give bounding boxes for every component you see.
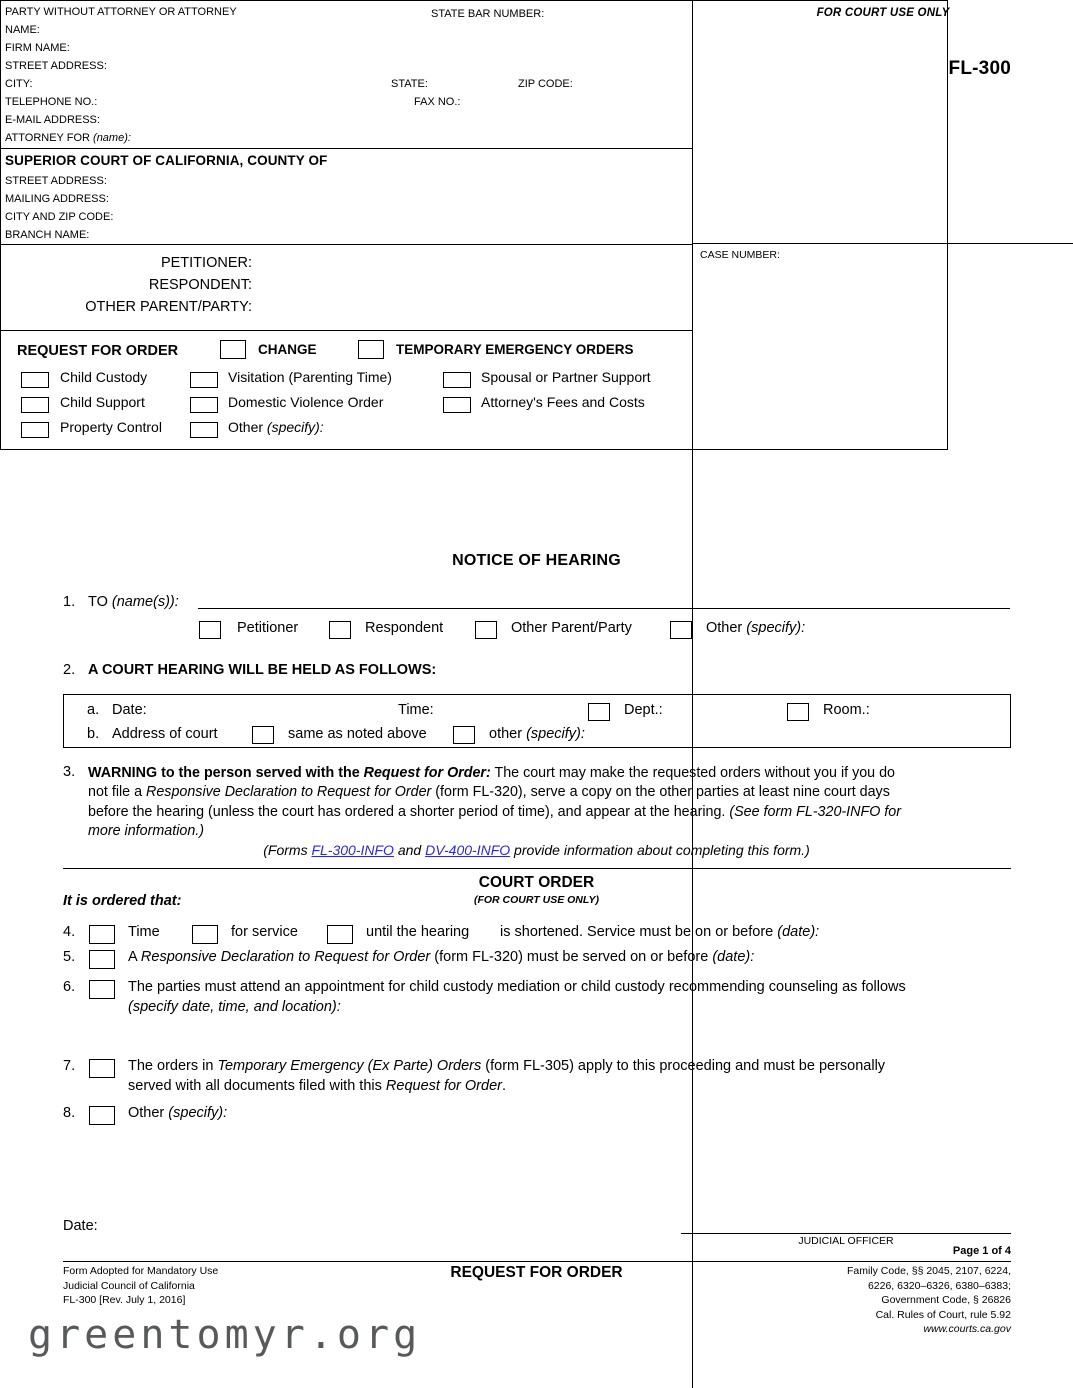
forms-middle: and [393,842,426,858]
page-number: Page 1 of 4 [952,1245,1011,1257]
checkbox-other-request[interactable] [190,422,218,438]
checkbox-child-custody[interactable] [21,372,49,388]
change-label: CHANGE [258,342,317,357]
item7-italic: Temporary Emergency (Ex Parte) Orders [217,1058,482,1074]
attorney-for-row [5,132,131,144]
signature-date-label: Date: [63,1218,98,1234]
item2a-letter: a. [87,702,100,718]
court-city-zip-label: CITY AND ZIP CODE: [5,211,114,223]
item5-prefix: A [128,949,141,965]
item8-row [128,1105,227,1121]
item4-number: 4. [63,924,76,940]
for-court-use-only-label: FOR COURT USE ONLY [816,7,950,19]
checkbox-to-other[interactable] [670,621,692,639]
checkbox-visitation[interactable] [190,372,218,388]
to-respondent-label: Respondent [365,620,444,636]
checkbox-change[interactable] [220,340,246,359]
court-branch-name-label: BRANCH NAME: [5,229,90,241]
item6-line1: The parties must attend an appointment for child custody mediation or child custody recommending counseling as follows [128,979,906,995]
item3-warning-paragraph [88,764,1013,841]
checkbox-to-petitioner[interactable] [199,621,221,639]
warning-line2-b: (form FL-320), serve a copy on the other parties at least nine court days [431,784,890,801]
court-mailing-address-label: MAILING ADDRESS: [5,193,109,205]
footer-left-line1: Form Adopted for Mandatory Use [63,1265,219,1277]
item7-suffix: (form FL-305) apply to this proceeding and must be personally [481,1058,886,1074]
option-spousal-support-label: Spousal or Partner Support [481,369,651,385]
hearing-dept-label: Dept.: [624,702,663,718]
warning-bold-italic: Request for Order: [363,765,491,781]
attorney-header: PARTY WITHOUT ATTORNEY OR ATTORNEY [5,6,237,18]
item2-label: A COURT HEARING WILL BE HELD AS FOLLOWS: [88,662,437,678]
footer-right-line4: Cal. Rules of Court, rule 5.92 [875,1308,1011,1321]
checkbox-responsive-declaration[interactable] [89,950,115,969]
address-other-label: other [489,726,523,742]
hearing-details-box [63,694,1011,748]
checkbox-domestic-violence-order[interactable] [190,397,218,413]
other-parent-party-label: OTHER PARENT/PARTY: [85,299,252,315]
footer-center-title: REQUEST FOR ORDER [450,1264,623,1281]
item1-to-hint: (name(s)): [111,594,179,610]
to-other-parent-label: Other Parent/Party [511,620,632,636]
hearing-room-label: Room.: [823,702,870,718]
watermark-text: greentomyr.org [28,1312,422,1358]
checkbox-same-as-noted-above[interactable] [252,726,274,744]
form-number: FL-300 [948,58,1011,79]
warning-line1-rest: The court may make the requested orders without you if you do [490,765,896,781]
court-order-divider [63,868,1011,869]
forms-info-line [0,842,1073,858]
to-other-hint: (specify): [746,620,806,636]
item1-to-label: TO [88,594,108,610]
checkbox-property-control[interactable] [21,422,49,438]
link-fl-300-info[interactable]: FL-300-INFO [311,842,394,858]
footer-right-block [847,1264,1011,1337]
checkbox-address-other[interactable] [453,726,475,744]
checkbox-custody-mediation[interactable] [89,980,115,999]
state-bar-number-label: STATE BAR NUMBER: [431,8,545,20]
caption-table [0,0,948,450]
telephone-label: TELEPHONE NO.: [5,96,98,108]
warning-bold-prefix: WARNING to the person served with the [88,765,364,781]
checkbox-to-other-parent[interactable] [475,621,497,639]
attorney-street-address-label: STREET ADDRESS: [5,60,107,72]
option-visitation-label: Visitation (Parenting Time) [228,369,392,385]
item2-number: 2. [63,662,76,678]
item8-label: Other [128,1105,165,1121]
checkbox-until-the-hearing[interactable] [327,925,353,944]
item7-line1 [128,1058,885,1074]
to-other-row [706,620,805,636]
court-street-address-label: STREET ADDRESS: [5,175,107,187]
item8-number: 8. [63,1105,76,1121]
attorney-name-label: NAME: [5,24,40,36]
footer-website: www.courts.ca.gov [923,1323,1011,1335]
option-property-control-label: Property Control [60,419,162,435]
item5-italic: Responsive Declaration to Request for Order [140,949,431,965]
to-other-label: Other [706,620,743,636]
item5-date-hint: (date): [712,949,755,965]
checkbox-spousal-support[interactable] [443,372,471,388]
forms-suffix: provide information about completing this form.) [510,842,810,858]
address-of-court-label: Address of court [112,726,218,742]
item5-suffix: (form FL-320) must be served on or before [430,949,713,965]
same-as-noted-above-label: same as noted above [288,726,427,742]
to-petitioner-label: Petitioner [237,620,299,636]
footer-left-line2: Judicial Council of California [63,1279,195,1292]
checkbox-temporary-emergency-orders[interactable] [358,340,384,359]
checkbox-dept[interactable] [588,703,610,721]
checkbox-child-support[interactable] [21,397,49,413]
court-title: SUPERIOR COURT OF CALIFORNIA, COUNTY OF [5,153,328,168]
item7-prefix: The orders in [128,1058,218,1074]
attorney-state-label: STATE: [391,78,428,90]
item2b-letter: b. [87,726,100,742]
item6-line2-hint: (specify date, time, and location): [128,999,341,1015]
email-label: E-MAIL ADDRESS: [5,114,100,126]
link-dv-400-info[interactable]: DV-400-INFO [425,842,511,858]
checkbox-to-respondent[interactable] [329,621,351,639]
warning-line3-italic: (See form FL-320-INFO for [729,803,901,820]
temporary-emergency-orders-label: TEMPORARY EMERGENCY ORDERS [396,342,634,357]
footer-left-line3: FL-300 [Rev. July 1, 2016] [63,1294,186,1306]
checkbox-other-order[interactable] [89,1106,115,1125]
attorney-for-hint: (name): [93,132,131,144]
court-order-title: COURT ORDER [478,874,595,891]
notice-of-hearing-title: NOTICE OF HEARING [452,552,621,569]
item3-number: 3. [63,764,76,780]
judicial-officer-signature-line[interactable] [681,1233,1011,1234]
item1-to-row [88,594,179,610]
warning-line4-italic: more information.) [88,822,205,839]
item4-rest: is shortened. Service must be on or before [500,924,778,940]
item1-name-fill-line[interactable] [198,608,1010,609]
case-number-label: CASE NUMBER: [700,249,780,261]
item5-number: 5. [63,949,76,965]
item7-line2-a: served with all documents filed with this [128,1078,386,1094]
footer-right-line2: 6226, 6320–6326, 6380–6383; [867,1279,1011,1292]
option-other-row [228,419,324,435]
footer-divider [63,1261,1011,1262]
option-attorney-fees-label: Attorney's Fees and Costs [481,394,645,410]
firm-name-label: FIRM NAME: [5,42,70,54]
attorney-block [0,0,692,148]
judicial-officer-label: JUDICIAL OFFICER [798,1235,894,1247]
checkbox-temporary-emergency-apply[interactable] [89,1059,115,1078]
checkbox-time[interactable] [89,925,115,944]
item4-date-hint: (date): [777,924,820,940]
checkbox-room[interactable] [787,703,809,721]
option-other-hint: (specify): [266,419,324,435]
attorney-zip-label: ZIP CODE: [518,78,573,90]
court-order-subtitle: (FOR COURT USE ONLY) [473,894,600,906]
respondent-label: RESPONDENT: [148,277,252,293]
item4-until-hearing-label: until the hearing [366,924,470,940]
court-block [0,148,692,244]
fax-label: FAX NO.: [414,96,461,108]
checkbox-attorney-fees[interactable] [443,397,471,413]
footer-right-line3: Government Code, § 26826 [881,1294,1011,1306]
warning-line3-a: before the hearing (unless the court has ordered a shorter period of time), and appear at the hearing. [88,803,730,820]
item7-line2 [128,1078,506,1094]
checkbox-for-service[interactable] [192,925,218,944]
item4-rest-row [500,924,819,940]
item6-number: 6. [63,979,76,995]
item4-for-service-label: for service [231,924,298,940]
address-other-hint: (specify): [526,726,585,742]
request-for-order-block [0,330,692,1388]
it-is-ordered-label: It is ordered that: [63,893,182,909]
item1-number: 1. [63,594,76,610]
item7-line2-italic: Request for Order [385,1078,502,1094]
option-domestic-violence-label: Domestic Violence Order [228,394,384,410]
option-child-custody-label: Child Custody [60,369,148,385]
item7-number: 7. [63,1058,76,1074]
address-other-row [489,726,585,742]
hearing-date-label: Date: [112,702,147,718]
attorney-for-label: ATTORNEY FOR [5,132,90,144]
item5-text [128,949,754,965]
party-block [0,244,692,330]
attorney-city-label: CITY: [5,78,33,90]
petitioner-label: PETITIONER: [160,255,252,271]
hearing-time-label: Time: [398,702,434,718]
warning-line2-italic: Responsive Declaration to Request for Order [146,784,432,801]
request-for-order-title: REQUEST FOR ORDER [17,343,179,359]
item7-line2-b: . [501,1078,506,1094]
option-child-support-label: Child Support [60,394,145,410]
forms-prefix: (Forms [263,842,312,858]
option-other-label: Other [228,419,264,435]
warning-line2-a: not file a [88,784,147,801]
item8-hint: (specify): [168,1105,228,1121]
footer-right-line1: Family Code, §§ 2045, 2107, 6224, [846,1265,1011,1277]
item4-time-label: Time [128,924,160,940]
